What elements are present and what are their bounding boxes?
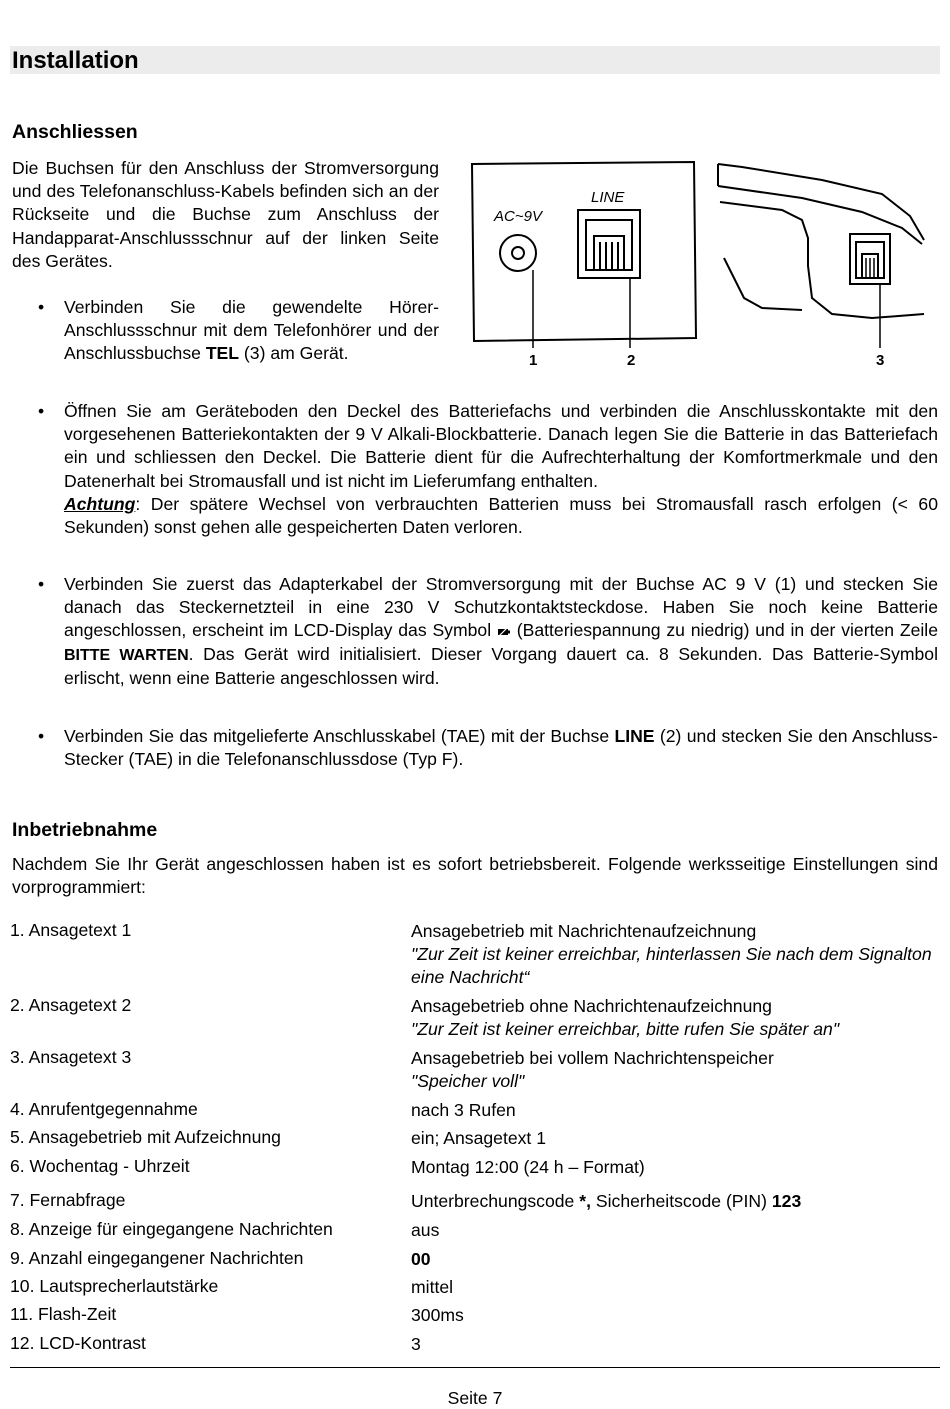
bullet-text-part: Verbinden Sie die gewendelte Hörer-Anschlussschnur mit dem Telefonhörer und der Anschlussbuchse <box>64 297 439 364</box>
bullet-text <box>64 573 938 690</box>
achtung-text: : Der spätere Wechsel von verbrauchten Batterien muss bei Stromausfall rasch erfolgen (< 60 Sekunden) sonst gehen alle gespeicherten Daten verloren. <box>64 493 938 538</box>
bullet-text-part: . Das Gerät wird initialisiert. Dieser Vorgang dauert ca. 8 Sekunden. Das Batterie-Symbol erlischt, wenn eine Batterie angeschlossen wird. <box>64 643 938 688</box>
bullet-text <box>64 400 938 539</box>
page-header <box>10 46 940 74</box>
bullet-dot: • <box>38 726 45 746</box>
setting-value: 300ms <box>411 1305 464 1325</box>
setting-key: 2. Ansagetext 2 <box>10 995 132 1015</box>
line-jack-icon <box>578 210 640 278</box>
setting-key: 8. Anzeige für eingegangene Nachrichten <box>10 1219 333 1239</box>
setting-key: 10. Lautsprecherlautstärke <box>10 1276 219 1296</box>
bullet-text <box>64 296 439 366</box>
ac-label: AC~9V <box>494 208 542 225</box>
setting-key: 6. Wochentag - Uhrzeit <box>10 1156 190 1176</box>
footer-divider <box>10 1367 940 1368</box>
setting-key: 3. Ansagetext 3 <box>10 1047 132 1067</box>
setting-value: Montag 12:00 (24 h – Format) <box>411 1157 645 1177</box>
section-heading-inbetriebnahme: Inbetriebnahme <box>12 819 158 841</box>
setting-note: "Zur Zeit ist keiner erreichbar, bitte rufen Sie später an" <box>411 1019 840 1040</box>
inbetrieb-intro: Nachdem Sie Ihr Gerät angeschlossen haben ist es sofort betriebsbereit. Folgende werksseitige Einstellungen sind vorprogrammiert: <box>12 854 938 898</box>
bullet-text-part: (2) und stecken Sie den Anschluss-Stecker (TAE) in die Telefonanschlussdose (Typ F). <box>64 726 938 770</box>
bullet-text-part: (3) am Gerät. <box>239 343 349 364</box>
intro-paragraph: Die Buchsen für den Anschluss der Stromversorgung und des Telefonanschluss-Kabels befinden sich an der Rückseite und die Buchse zum Anschluss der Handapparat-Anschlussschnur auf der linken Seite des Gerätes. <box>12 158 439 271</box>
achtung-note <box>64 493 938 539</box>
setting-key: 11. Flash-Zeit <box>10 1304 117 1324</box>
callout-2: 2 <box>627 352 636 369</box>
page-number: Seite 7 <box>447 1388 503 1408</box>
line-label: LINE <box>591 189 625 206</box>
bullet-text-part: Verbinden Sie zuerst das Adapterkabel der Stromversorgung mit der Buchse AC 9 V (1) und stecken Sie danach das Steckernetzteil in eine 230 V Schutzkontaktsteckdose. Haben Sie noch keine Batterie angeschlossen, erscheint im LCD-Display das Symbol <box>64 574 938 641</box>
setting-note: "Speicher voll" <box>411 1071 525 1092</box>
setting-value-part: Unterbrechungscode <box>411 1191 580 1211</box>
power-jack-icon <box>500 235 536 271</box>
section-heading-anschliessen: Anschliessen <box>12 121 138 143</box>
bitte-warten-label: BITTE WARTEN <box>64 646 189 664</box>
connection-diagram <box>462 158 940 370</box>
setting-value: aus <box>411 1220 440 1240</box>
bullet-text-part: Verbinden Sie das mitgelieferte Anschlusskabel (TAE) mit der Buchse <box>64 726 615 746</box>
setting-value-text: Ansagebetrieb mit Nachrichtenaufzeichnung <box>411 921 757 941</box>
setting-value <box>411 1047 939 1093</box>
side-view-outline <box>718 164 924 318</box>
bullet-dot: • <box>38 401 45 421</box>
back-panel-outline <box>472 162 696 341</box>
setting-value <box>411 995 939 1041</box>
setting-value: mittel <box>411 1277 454 1297</box>
achtung-label: Achtung <box>64 493 136 514</box>
bullet-dot: • <box>38 574 45 594</box>
pin-code: 123 <box>771 1191 802 1211</box>
setting-key: 5. Ansagebetrieb mit Aufzeichnung <box>10 1127 281 1147</box>
setting-value: 3 <box>411 1334 421 1354</box>
setting-key: 9. Anzahl eingegangener Nachrichten <box>10 1248 304 1268</box>
callout-1: 1 <box>529 352 538 369</box>
setting-note: "Zur Zeit ist keiner erreichbar, hinterlassen Sie nach dem Signalton eine Nachricht“ <box>411 944 932 988</box>
bullet-dot: • <box>38 297 45 317</box>
setting-value: ein; Ansagetext 1 <box>411 1128 546 1148</box>
setting-value-part: Sicherheitscode (PIN) <box>590 1191 772 1211</box>
setting-key: 12. LCD-Kontrast <box>10 1333 146 1353</box>
bullet-text-part: (Batteriespannung zu niedrig) und in der vierten Zeile <box>510 620 938 641</box>
setting-key: 7. Fernabfrage <box>10 1190 126 1210</box>
battery-text: Öffnen Sie am Geräteboden den Deckel des Batteriefachs und verbinden die Anschlusskontakte mit den vorgesehenen Batteriekontakten der 9 V Alkali-Blockbatterie. Danach legen Sie die Batterie in das Batteriefach ein und schliessen den Deckel. Die Batterie dient für die Aufrechterhaltung der Komfortmerkmale und den Datenerhalt bei Stromausfall und ist nicht im Lieferumfang enthalten. <box>64 401 938 491</box>
setting-key: 4. Anrufentgegennahme <box>10 1099 198 1119</box>
tel-label: TEL <box>205 343 240 364</box>
callout-3: 3 <box>876 352 885 369</box>
setting-value: 00 <box>411 1249 431 1269</box>
battery-low-icon <box>497 627 511 637</box>
interrupt-code: *, <box>579 1191 591 1211</box>
bullet-text <box>64 725 938 771</box>
setting-value-text: Ansagebetrieb bei vollem Nachrichtenspeicher <box>411 1048 774 1068</box>
line-bold-label: LINE <box>614 726 655 746</box>
setting-key: 1. Ansagetext 1 <box>10 920 132 940</box>
page-title: Installation <box>12 47 139 74</box>
setting-value-text: Ansagebetrieb ohne Nachrichtenaufzeichnung <box>411 996 772 1016</box>
setting-value <box>411 1190 939 1213</box>
setting-value: nach 3 Rufen <box>411 1100 516 1120</box>
setting-value <box>411 920 939 990</box>
handset-jack-icon <box>850 234 890 284</box>
